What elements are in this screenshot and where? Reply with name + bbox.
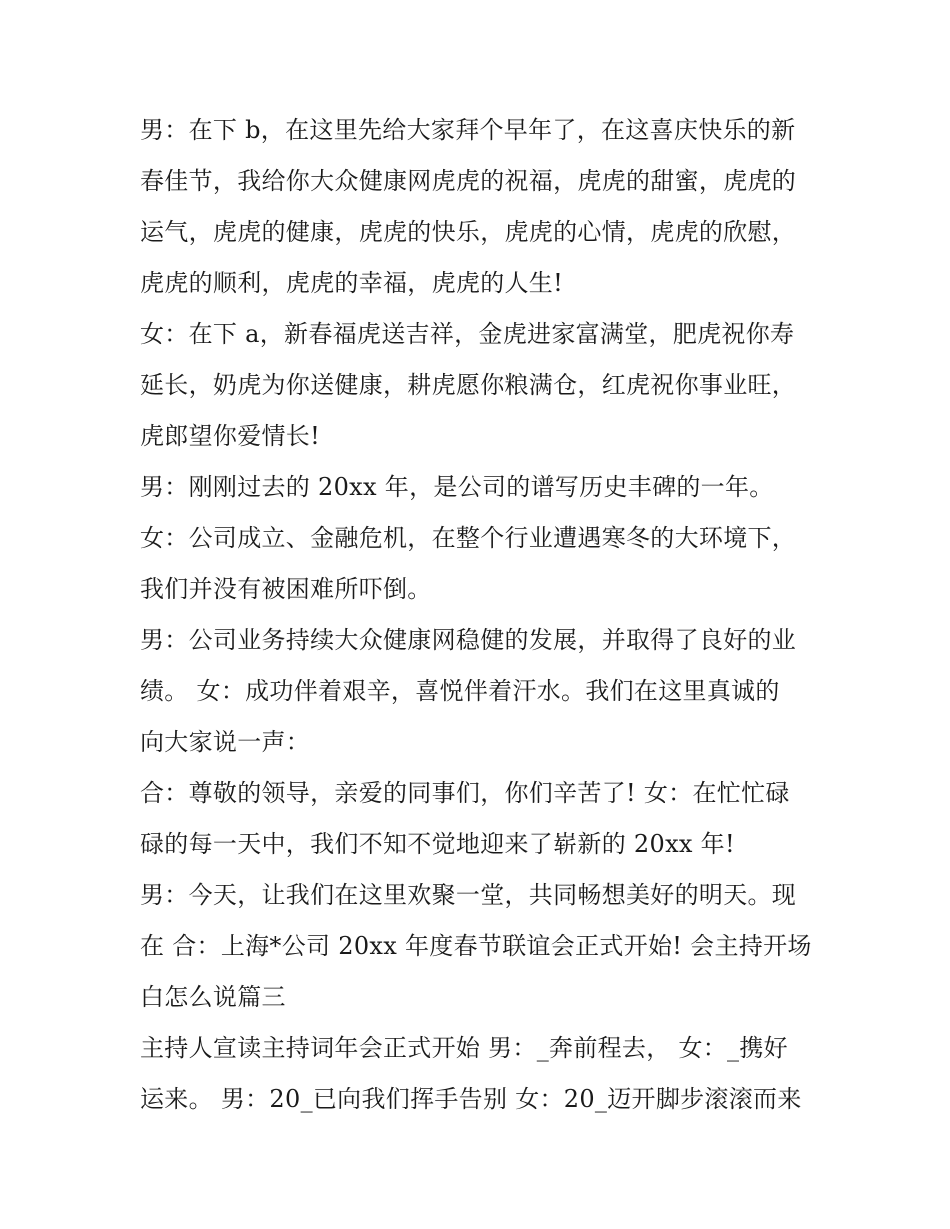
text-line: 男：在下 b，在这里先给大家拜个早年了，在这喜庆快乐的新 [140,116,796,144]
text-line: 在 合：上海*公司 20xx 年度春节联谊会正式开始! 会主持开场 [140,932,812,960]
text-line: 运来。 男：20_已向我们挥手告别 女：20_迈开脚步滚滚而来 [140,1085,802,1113]
text-line: 男：刚刚过去的 20xx 年，是公司的谱写历史丰碑的一年。 [140,473,774,501]
text-line: 合：尊敬的领导，亲爱的同事们，你们辛苦了! 女：在忙忙碌 [140,779,790,807]
text-line: 虎虎的顺利，虎虎的幸福，虎虎的人生! [140,269,564,297]
text-line: 延长，奶虎为你送健康，耕虎愿你粮满仓，红虎祝你事业旺， [140,371,797,399]
text-line: 主持人宣读主持词年会正式开始 男：_奔前程去， 女：_携好 [140,1034,788,1062]
text-line: 运气，虎虎的健康，虎虎的快乐，虎虎的心情，虎虎的欣慰， [140,218,797,246]
text-line: 向大家说一声： [140,728,311,756]
text-line: 男：今天，让我们在这里欢聚一堂，共同畅想美好的明天。现 [140,881,797,909]
text-line: 虎郎望你爱情长! [140,422,321,450]
document-body [140,108,820,1128]
text-line: 春佳节，我给你大众健康网虎虎的祝福，虎虎的甜蜜，虎虎的 [140,167,797,195]
text-line: 碌的每一天中，我们不知不觉地迎来了崭新的 20xx 年! [140,830,735,858]
text-line: 男：公司业务持续大众健康网稳健的发展，并取得了良好的业 [140,626,797,654]
text-line: 白怎么说篇三 [140,983,286,1011]
text-line: 绩。 女：成功伴着艰辛，喜悦伴着汗水。我们在这里真诚的 [140,677,780,705]
text-line: 女：在下 a，新春福虎送吉祥，金虎进家富满堂，肥虎祝你寿 [140,320,795,348]
text-line: 女：公司成立、金融危机，在整个行业遭遇寒冬的大环境下， [140,524,797,552]
text-line: 我们并没有被困难所吓倒。 [140,575,432,603]
